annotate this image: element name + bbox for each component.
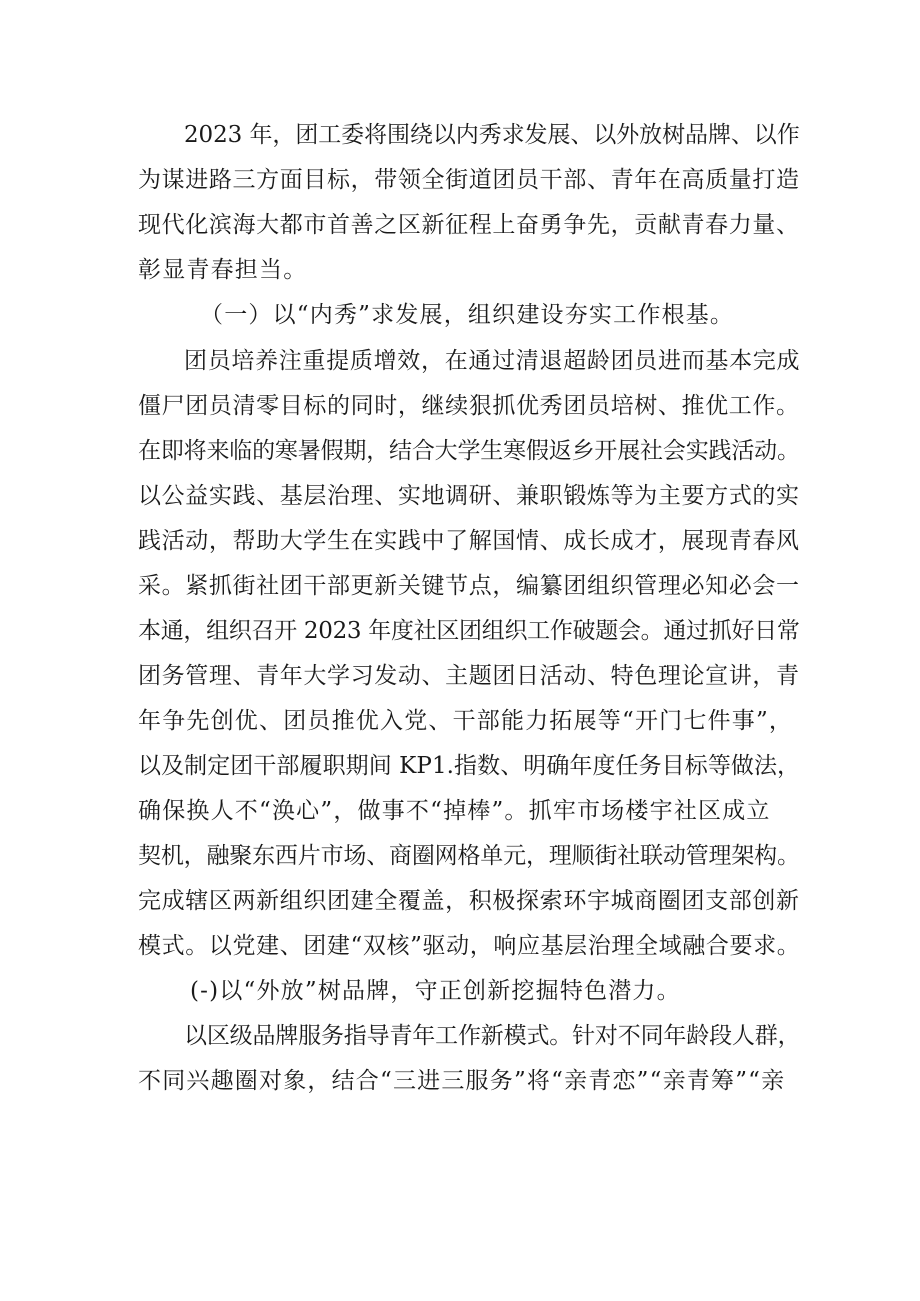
text-line: 本通，组织召开 2023 年度社区团组织工作破题会。通过抓好日常 xyxy=(138,618,800,644)
text-line: 在即将来临的寒暑假期，结合大学生寒假返乡开展社会实践活动。 xyxy=(138,438,800,464)
text-line: 团务管理、青年大学习发动、主题团日活动、特色理论宣讲，青 xyxy=(138,663,800,689)
text-line: 不同兴趣圈对象，结合“三进三服务”将“亲青恋”“亲青筹”“亲 xyxy=(138,1068,786,1094)
text-line: 践活动，帮助大学生在实践中了解国情、成长成才，展现青春风 xyxy=(138,528,800,554)
text-line: 以及制定团干部履职期间 KP1.指数、明确年度任务目标等做法， xyxy=(138,753,801,779)
text-line: 完成辖区两新组织团建全覆盖，积极探索环宇城商圈团支部创新 xyxy=(138,888,800,914)
text-line: 以区级品牌服务指导青年工作新模式。针对不同年龄段人群， xyxy=(184,1023,801,1049)
text-line: 以公益实践、基层治理、实地调研、兼职锻炼等为主要方式的实 xyxy=(138,483,800,509)
text-line: 确保换人不“涣心”，做事不“掉棒”。抓牢市场楼宇社区成立 xyxy=(138,798,771,824)
text-line: 2023 年，团工委将围绕以内秀求发展、以外放树品牌、以作 xyxy=(184,122,800,148)
text-line: 现代化滨海大都市首善之区新征程上奋勇争先，贡献青春力量、 xyxy=(138,212,800,238)
text-line: 模式。以党建、团建“双核”驱动，响应基层治理全域融合要求。 xyxy=(138,933,801,959)
text-line: 契机，融聚东西片市场、商圈网格单元，理顺街社联动管理架构。 xyxy=(138,843,800,869)
text-line: 年争先创优、团员推优入党、干部能力拓展等“开门七件事”， xyxy=(138,708,794,734)
text-line: 僵尸团员清零目标的同时，继续狠抓优秀团员培树、推优工作。 xyxy=(138,393,800,419)
section-heading-2: (-)以“外放”树品牌，守正创新挖掘特色潜力。 xyxy=(190,978,681,1004)
text-line: 采。紧抓街社团干部更新关键节点，编纂团组织管理必知必会一 xyxy=(138,573,800,599)
text-line: 团员培养注重提质增效，在通过清退超龄团员进而基本完成 xyxy=(184,348,801,374)
section-heading-1: （一）以“内秀”求发展，组织建设夯实工作根基。 xyxy=(200,302,735,328)
text-line: 为谋进路三方面目标，带领全街道团员干部、青年在高质量打造 xyxy=(138,167,800,193)
text-line: 彰显青春担当。 xyxy=(138,257,308,283)
